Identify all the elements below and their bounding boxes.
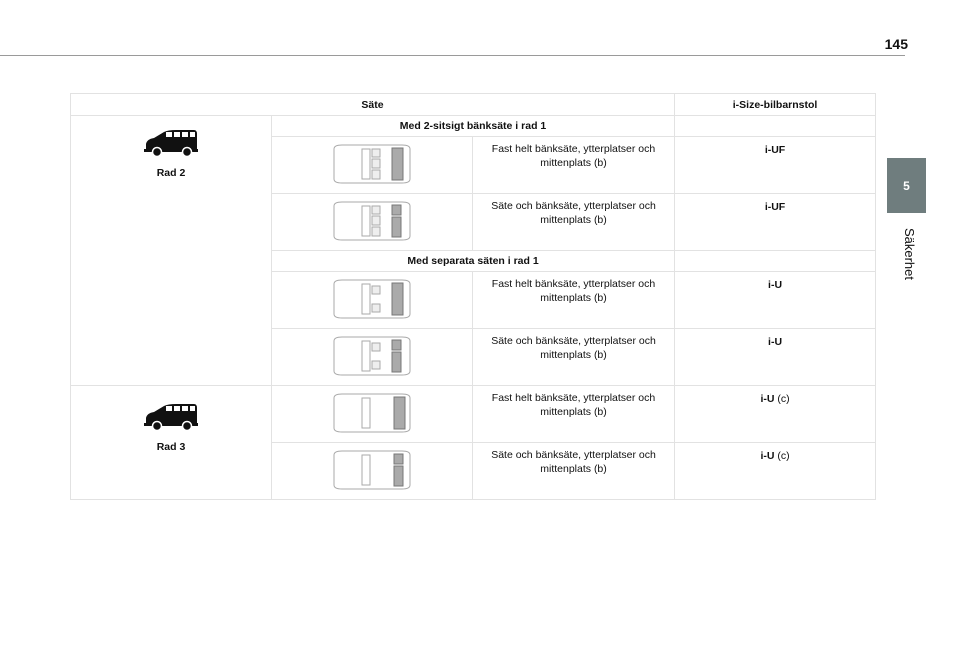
seat-diagram-row3-bench-icon xyxy=(272,386,473,443)
isize-seat-table xyxy=(70,93,876,500)
row-value: i-U xyxy=(760,393,775,405)
row-value-cell xyxy=(675,272,876,329)
row-desc: Fast helt bänksäte, ytterplatser och mittenplats (b) xyxy=(473,137,675,194)
header-divider xyxy=(0,55,905,56)
row-value-cell xyxy=(675,443,876,500)
table-header-row xyxy=(71,94,876,116)
empty-cell xyxy=(675,251,876,272)
subheader-2seat-bench: Med 2-sitsigt bänksäte i rad 1 xyxy=(272,116,675,137)
row-value: i-U xyxy=(768,336,783,348)
seat-diagram-row2-bench-icon xyxy=(272,137,473,194)
row-desc: Säte och bänksäte, ytterplatser och mittenplats (b) xyxy=(473,443,675,500)
seat-diagram-row2-bench-icon xyxy=(272,272,473,329)
row-value-cell xyxy=(675,329,876,386)
header-seat: Säte xyxy=(71,94,675,116)
row-desc: Fast helt bänksäte, ytterplatser och mittenplats (b) xyxy=(473,272,675,329)
row-value-cell xyxy=(675,194,876,251)
row-desc: Säte och bänksäte, ytterplatser och mittenplats (b) xyxy=(473,194,675,251)
row-value: i-U xyxy=(760,450,775,462)
row-suffix: (c) xyxy=(774,450,790,462)
row-value-cell xyxy=(675,137,876,194)
seat-diagram-row2-split-icon xyxy=(272,194,473,251)
row-value: i-U xyxy=(768,279,783,291)
row-suffix: (c) xyxy=(774,393,790,405)
row-desc: Säte och bänksäte, ytterplatser och mittenplats (b) xyxy=(473,329,675,386)
row2-label: Rad 2 xyxy=(156,167,186,179)
chapter-title: Säkerhet xyxy=(902,227,917,281)
empty-cell xyxy=(675,116,876,137)
subheader-separate-seats: Med separata säten i rad 1 xyxy=(272,251,675,272)
row3-label: Rad 3 xyxy=(156,441,186,453)
chapter-number: 5 xyxy=(903,178,910,193)
seat-diagram-row3-split-icon xyxy=(272,443,473,500)
table-subheader-row xyxy=(71,116,876,137)
chapter-tab xyxy=(887,158,926,213)
row-desc: Fast helt bänksäte, ytterplatser och mittenplats (b) xyxy=(473,386,675,443)
row2-label-cell xyxy=(71,116,272,386)
seat-diagram-row2-split-icon xyxy=(272,329,473,386)
table-row xyxy=(71,386,876,443)
chapter-title-vertical xyxy=(874,218,934,298)
row-value: i-UF xyxy=(764,144,786,156)
row-value: i-UF xyxy=(764,201,786,213)
row-value-cell xyxy=(675,386,876,443)
row3-label-cell xyxy=(71,386,272,500)
car-row3-icon xyxy=(71,402,271,435)
car-row2-icon xyxy=(71,128,271,161)
page-number: 145 xyxy=(884,36,908,52)
header-isize: i-Size-bilbarnstol xyxy=(675,94,876,116)
